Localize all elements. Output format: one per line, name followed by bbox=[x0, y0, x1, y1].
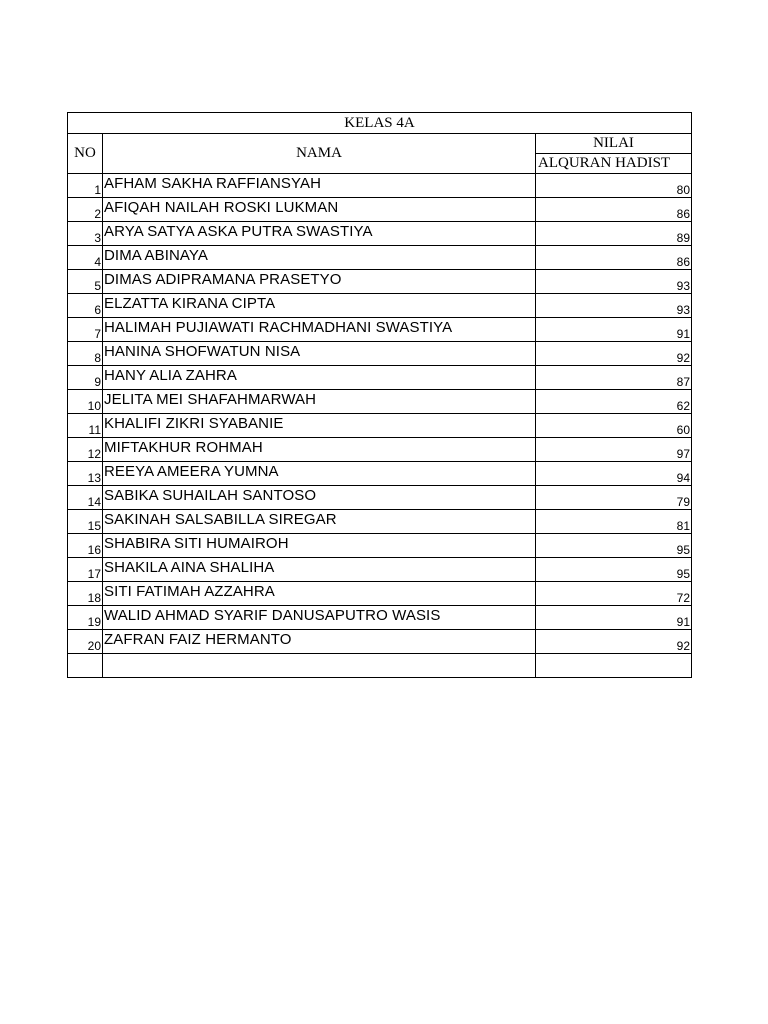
score-value: 91 bbox=[536, 318, 692, 342]
table-row bbox=[68, 246, 692, 270]
row-number: 17 bbox=[68, 558, 103, 582]
row-number: 10 bbox=[68, 390, 103, 414]
table-row bbox=[68, 390, 692, 414]
table-row bbox=[68, 462, 692, 486]
table-row bbox=[68, 222, 692, 246]
empty-cell bbox=[103, 654, 536, 678]
row-number: 20 bbox=[68, 630, 103, 654]
score-value: 92 bbox=[536, 630, 692, 654]
score-value: 86 bbox=[536, 198, 692, 222]
header-nilai: NILAI bbox=[536, 134, 692, 154]
table-row bbox=[68, 534, 692, 558]
student-name: AFHAM SAKHA RAFFIANSYAH bbox=[103, 174, 536, 198]
row-number: 8 bbox=[68, 342, 103, 366]
student-name: SABIKA SUHAILAH SANTOSO bbox=[103, 486, 536, 510]
grade-table bbox=[67, 112, 692, 678]
empty-row bbox=[68, 654, 692, 678]
table-row bbox=[68, 606, 692, 630]
empty-cell bbox=[68, 654, 103, 678]
row-number: 11 bbox=[68, 414, 103, 438]
row-number: 9 bbox=[68, 366, 103, 390]
table-row bbox=[68, 174, 692, 198]
class-title: KELAS 4A bbox=[68, 113, 692, 134]
student-name: REEYA AMEERA YUMNA bbox=[103, 462, 536, 486]
table-row bbox=[68, 438, 692, 462]
row-number: 5 bbox=[68, 270, 103, 294]
table-row bbox=[68, 486, 692, 510]
table-row bbox=[68, 558, 692, 582]
student-name: SHABIRA SITI HUMAIROH bbox=[103, 534, 536, 558]
student-name: MIFTAKHUR ROHMAH bbox=[103, 438, 536, 462]
student-name: DIMAS ADIPRAMANA PRASETYO bbox=[103, 270, 536, 294]
score-value: 97 bbox=[536, 438, 692, 462]
score-value: 92 bbox=[536, 342, 692, 366]
student-name: SITI FATIMAH AZZAHRA bbox=[103, 582, 536, 606]
score-value: 72 bbox=[536, 582, 692, 606]
score-value: 80 bbox=[536, 174, 692, 198]
table-row bbox=[68, 342, 692, 366]
row-number: 15 bbox=[68, 510, 103, 534]
empty-cell bbox=[536, 654, 692, 678]
student-name: SHAKILA AINA SHALIHA bbox=[103, 558, 536, 582]
table-row bbox=[68, 630, 692, 654]
table-row bbox=[68, 198, 692, 222]
student-name: SAKINAH SALSABILLA SIREGAR bbox=[103, 510, 536, 534]
score-value: 93 bbox=[536, 294, 692, 318]
student-name: HANY ALIA ZAHRA bbox=[103, 366, 536, 390]
student-name: ELZATTA KIRANA CIPTA bbox=[103, 294, 536, 318]
row-number: 4 bbox=[68, 246, 103, 270]
table-row bbox=[68, 318, 692, 342]
table-row bbox=[68, 366, 692, 390]
score-value: 60 bbox=[536, 414, 692, 438]
student-name: WALID AHMAD SYARIF DANUSAPUTRO WASIS bbox=[103, 606, 536, 630]
score-value: 95 bbox=[536, 558, 692, 582]
score-value: 95 bbox=[536, 534, 692, 558]
table-row bbox=[68, 582, 692, 606]
score-value: 93 bbox=[536, 270, 692, 294]
header-subject: ALQURAN HADIST bbox=[536, 154, 692, 174]
student-name: DIMA ABINAYA bbox=[103, 246, 536, 270]
row-number: 14 bbox=[68, 486, 103, 510]
student-name: HALIMAH PUJIAWATI RACHMADHANI SWASTIYA bbox=[103, 318, 536, 342]
student-name: ZAFRAN FAIZ HERMANTO bbox=[103, 630, 536, 654]
student-name: AFIQAH NAILAH ROSKI LUKMAN bbox=[103, 198, 536, 222]
table-row bbox=[68, 510, 692, 534]
score-value: 79 bbox=[536, 486, 692, 510]
score-value: 62 bbox=[536, 390, 692, 414]
row-number: 12 bbox=[68, 438, 103, 462]
score-value: 94 bbox=[536, 462, 692, 486]
score-value: 89 bbox=[536, 222, 692, 246]
header-row bbox=[68, 134, 692, 154]
row-number: 6 bbox=[68, 294, 103, 318]
header-nama: NAMA bbox=[103, 134, 536, 174]
row-number: 2 bbox=[68, 198, 103, 222]
table-row bbox=[68, 294, 692, 318]
student-name: ARYA SATYA ASKA PUTRA SWASTIYA bbox=[103, 222, 536, 246]
row-number: 13 bbox=[68, 462, 103, 486]
row-number: 3 bbox=[68, 222, 103, 246]
score-value: 91 bbox=[536, 606, 692, 630]
student-name: HANINA SHOFWATUN NISA bbox=[103, 342, 536, 366]
row-number: 19 bbox=[68, 606, 103, 630]
title-row bbox=[68, 113, 692, 134]
table-row bbox=[68, 270, 692, 294]
row-number: 16 bbox=[68, 534, 103, 558]
table-row bbox=[68, 414, 692, 438]
row-number: 1 bbox=[68, 174, 103, 198]
score-value: 81 bbox=[536, 510, 692, 534]
score-value: 87 bbox=[536, 366, 692, 390]
student-name: KHALIFI ZIKRI SYABANIE bbox=[103, 414, 536, 438]
row-number: 7 bbox=[68, 318, 103, 342]
score-value: 86 bbox=[536, 246, 692, 270]
header-no: NO bbox=[68, 134, 103, 174]
row-number: 18 bbox=[68, 582, 103, 606]
student-name: JELITA MEI SHAFAHMARWAH bbox=[103, 390, 536, 414]
